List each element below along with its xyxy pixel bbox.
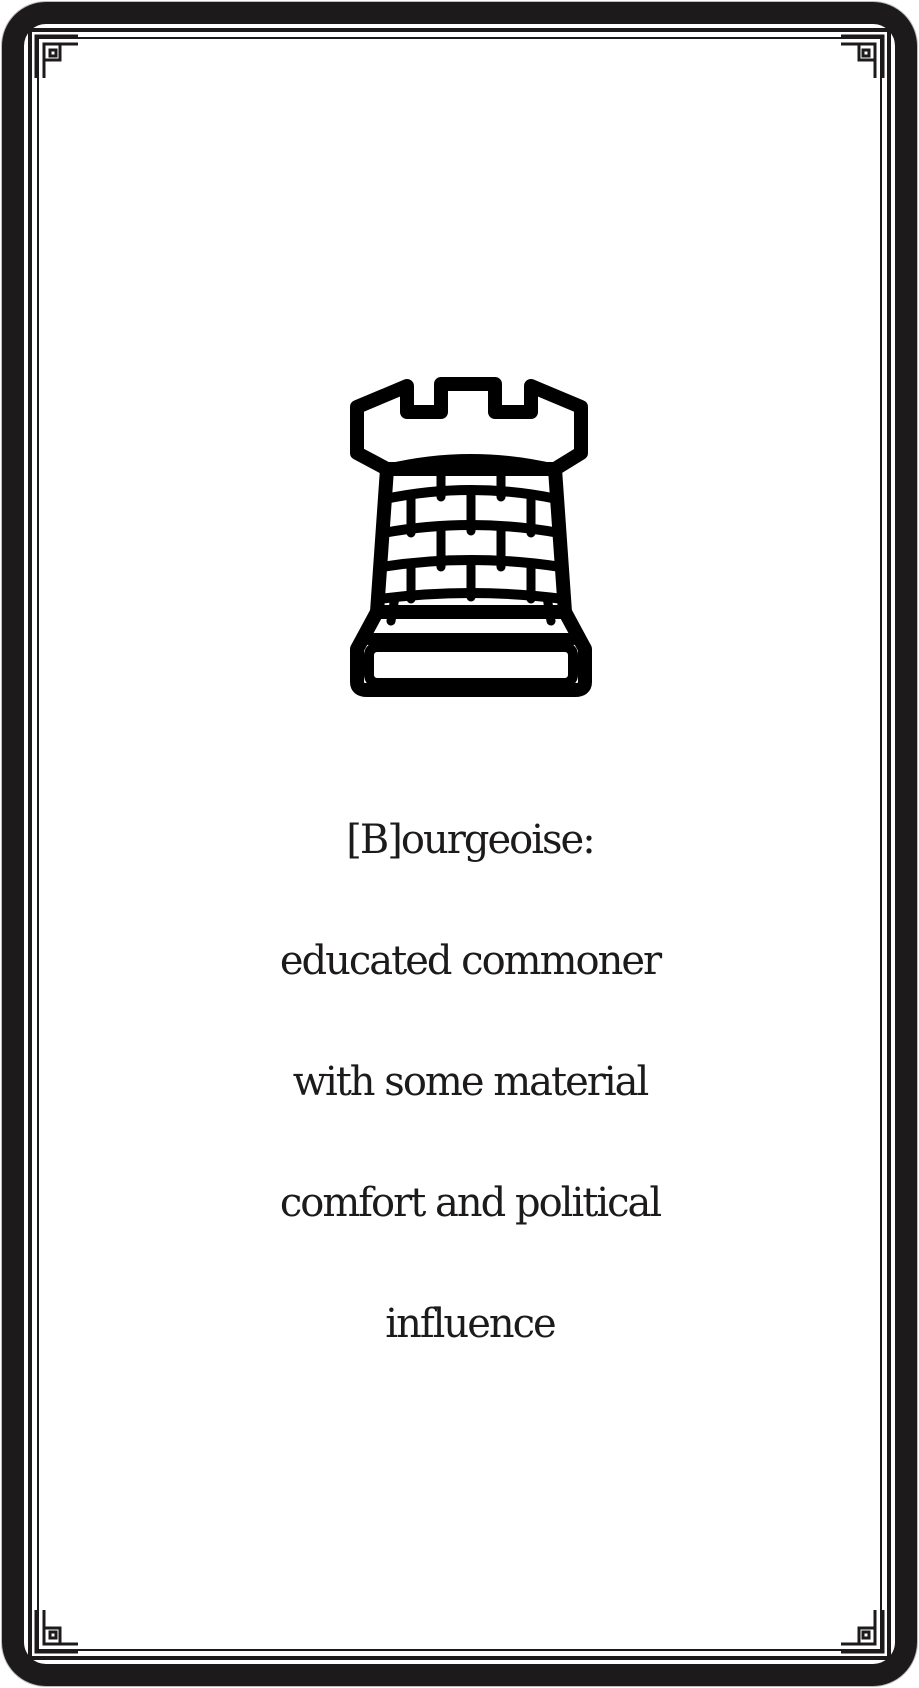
card-text-line: comfort and political	[279, 1180, 661, 1226]
card-text-line: with some material	[292, 1059, 648, 1105]
card-title-line: [B]ourgeoise:	[346, 817, 594, 863]
card-description	[60, 780, 880, 1385]
corner-ornament-icon	[839, 34, 885, 80]
corner-ornament-icon	[839, 1608, 885, 1654]
corner-ornament-icon	[34, 34, 80, 80]
card-text-line: educated commoner	[279, 938, 661, 984]
card-text-line: influence	[385, 1301, 555, 1347]
corner-ornament-icon	[34, 1608, 80, 1654]
castle-tower-icon	[349, 377, 593, 699]
